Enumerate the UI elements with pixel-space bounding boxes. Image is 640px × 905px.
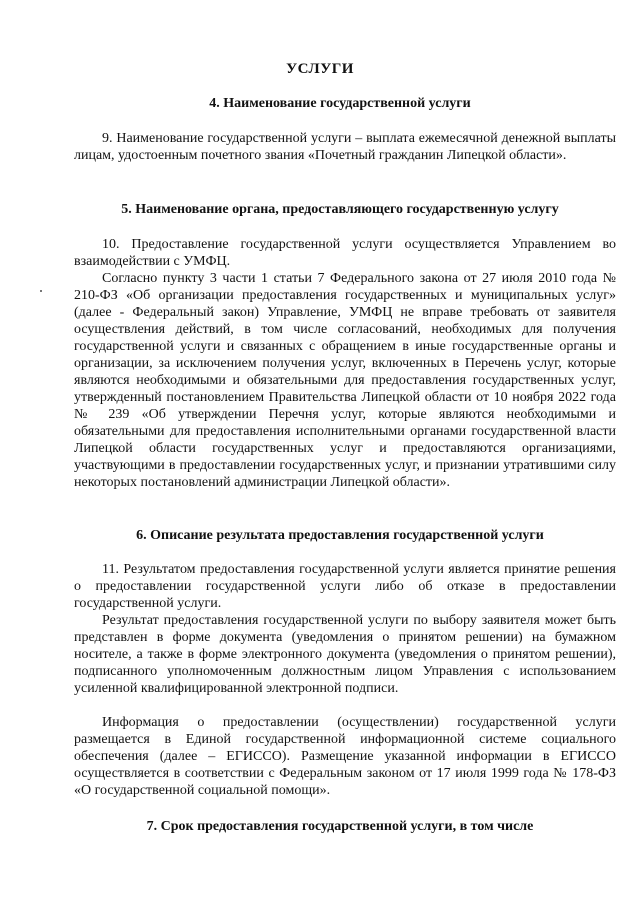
section-7-heading: 7. Срок предоставления государственной услуги, в том числе [146,819,534,834]
document-title: УСЛУГИ [286,61,354,77]
paragraph-10: 10. Предоставление государственной услуги осуществляется Управлением во взаимодействии с УМФЦ. [74,237,616,269]
paragraph-9: 9. Наименование государственной услуги – выплата ежемесячной денежной выплаты лицам, удостоенным почетного звания «Почетный гражданин Липецкой области». [74,131,616,163]
paragraph-11: 11. Результатом предоставления государственной услуги является принятие решения о предоставлении государственной услуги либо об отказе в предоставлении государственной услуги. [74,562,616,611]
section-6-heading: 6. Описание результата предоставления государственной услуги [136,528,544,543]
paragraph-11-egisso: Информация о предоставлении (осуществлении) государственной услуги размещается в Единой государственной информационной системе социального обеспечения (далее – ЕГИССО). Размещение указанной информации в ЕГИССО осуществляется в соответствии с Федеральным законом от 17 июля 1999 года № 178-ФЗ «О государственной социальной помощи». [74,715,616,798]
paragraph-10-continuation: Согласно пункту 3 части 1 статьи 7 Федерального закона от 27 июля 2010 года № 210-ФЗ «Об организации предоставления государственных и муниципальных услуг» (далее - Федеральный закон) Управление, УМФЦ не вправе требовать от заявителя осуществления действий, в том числе согласований, необходимых для получения государственной услуги и связанных с обращением в иные государственные органы и организации, за исключением получения услуг, включенных в Перечень услуг, которые являются необходимыми и обязательными для предоставления государственных услуг, утвержденный постановлением Правительства Липецкой области от 10 ноября 2022 года № 239 «Об утверждении Перечня услуг, которые являются необходимыми и обязательными для предоставления исполнительными органами государственной власти Липецкой области государственных услуг и предоставляются организациями, участвующими в предоставлении государственных услуг, и признании утратившими силу некоторых постановлений администрации Липецкой области». [74,271,616,490]
section-5-heading: 5. Наименование органа, предоставляющего государственную услугу [121,202,559,217]
section-4-heading: 4. Наименование государственной услуги [209,96,471,111]
paragraph-11-result-form: Результат предоставления государственной услуги по выбору заявителя может быть представлен в форме документа (уведомления о принятом решении) на бумажном носителе, а также в форме электронного документа (уведомления о принятом решении), подписанного уполномоченным должностным лицом Управления с использованием усиленной квалифицированной электронной подписи. [74,613,616,696]
scan-speck [40,290,42,292]
